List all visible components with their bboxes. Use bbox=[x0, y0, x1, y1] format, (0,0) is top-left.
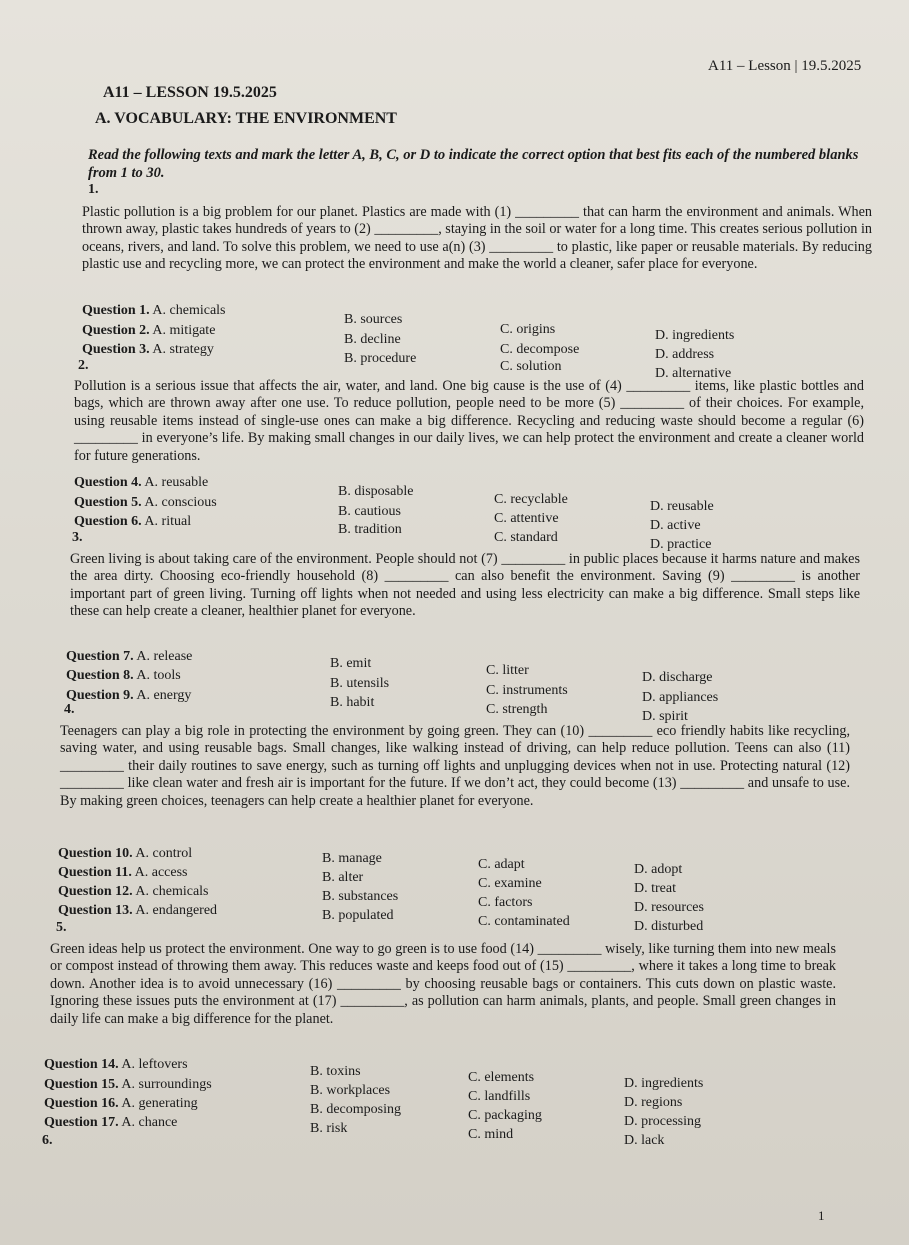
option-d[interactable]: D. ingredients bbox=[624, 1076, 704, 1091]
passage-text: Plastic pollution is a big problem for our planet. Plastics are made with (1) _________ that can harm the environment and animals. When thrown away, plastic takes hundreds of years to (2) _________, staying in the soil or water for a long time. This creates serious pollution in oceans, rivers, and land. To solve this problem, we need to use a(n) (3) _________ to plastic, like paper or reusable materials. By reducing plastic use and recycling more, we can protect the environment and make the world a cleaner, safer place for everyone. bbox=[82, 204, 872, 273]
page-title: A11 – LESSON 19.5.2025 bbox=[103, 84, 277, 101]
question-label: Question 2. bbox=[82, 323, 150, 338]
option-b[interactable]: B. substances bbox=[322, 889, 399, 904]
option-b[interactable]: B. procedure bbox=[344, 351, 417, 366]
option-c[interactable]: C. adapt bbox=[478, 857, 525, 872]
section-number: 6. bbox=[42, 1133, 53, 1148]
option-a[interactable]: A. chance bbox=[121, 1115, 178, 1130]
option-c[interactable]: C. elements bbox=[468, 1070, 535, 1085]
option-a[interactable]: A. control bbox=[135, 846, 193, 861]
option-c[interactable]: C. standard bbox=[494, 530, 558, 545]
question-label: Question 5. bbox=[74, 495, 142, 510]
header-lesson-label: A11 – Lesson | 19.5.2025 bbox=[708, 58, 862, 74]
option-c[interactable]: C. factors bbox=[478, 895, 533, 910]
option-a[interactable]: A. reusable bbox=[144, 475, 209, 490]
option-b[interactable]: B. toxins bbox=[310, 1064, 361, 1079]
option-d[interactable]: D. disturbed bbox=[634, 919, 704, 934]
question-label: Question 15. bbox=[44, 1077, 119, 1092]
option-c[interactable]: C. attentive bbox=[494, 511, 559, 526]
question-label: Question 3. bbox=[82, 342, 150, 357]
option-d[interactable]: D. address bbox=[655, 347, 715, 362]
option-b[interactable]: B. disposable bbox=[338, 484, 414, 499]
question-label: Question 16. bbox=[44, 1096, 119, 1111]
option-c[interactable]: C. instruments bbox=[486, 683, 568, 698]
option-d[interactable]: D. regions bbox=[624, 1095, 683, 1110]
passage-text: Green living is about taking care of the environment. People should not (7) _________ in public places because it harms nature and makes the area dirty. Choosing eco-friendly household (8) _________ can also benefit the environment. Saving (9) _________ is another important part of green living. Turning off lights when not needed and using less electricity can make a big difference. Small steps like these can help create a cleaner, healthier planet for everyone. bbox=[70, 551, 860, 620]
question-label: Question 9. bbox=[66, 688, 134, 703]
option-a[interactable]: A. endangered bbox=[135, 903, 218, 918]
passage-text: Teenagers can play a big role in protecting the environment by going green. They can (10) _________ eco friendly habits like recycling, saving water, and using reusable bags. Small changes, like walking instead of driving, can help reduce pollution. Teens can also (11) _________ their daily routines to save energy, such as turning off lights and unplugging devices when not in use. Protecting natural (12) _________ like clean water and fresh air is important for the future. If we don’t act, they could become (13) _________ and unsafe to use. By making green choices, teenagers can help create a healthier planet for everyone. bbox=[60, 723, 850, 809]
option-c[interactable]: C. packaging bbox=[468, 1108, 542, 1123]
question-label: Question 8. bbox=[66, 668, 134, 683]
question-label: Question 6. bbox=[74, 514, 142, 529]
option-b[interactable]: B. cautious bbox=[338, 504, 401, 519]
question-label: Question 1. bbox=[82, 303, 150, 318]
option-d[interactable]: D. adopt bbox=[634, 862, 683, 877]
option-a[interactable]: A. generating bbox=[121, 1096, 198, 1111]
option-c[interactable]: C. solution bbox=[500, 359, 562, 374]
option-b[interactable]: B. sources bbox=[344, 312, 403, 327]
option-c[interactable]: C. landfills bbox=[468, 1089, 531, 1104]
option-d[interactable]: D. alternative bbox=[655, 366, 732, 381]
option-c[interactable]: C. recyclable bbox=[494, 492, 568, 507]
instructions: Read the following texts and mark the letter A, B, C, or D to indicate the correct option that best fits each of the numbered blanks from 1 to 30. bbox=[88, 147, 859, 181]
option-b[interactable]: B. manage bbox=[322, 851, 382, 866]
option-a[interactable]: A. release bbox=[136, 649, 193, 664]
section-number: 3. bbox=[72, 530, 83, 545]
option-a[interactable]: A. ritual bbox=[144, 514, 192, 529]
option-d[interactable]: D. active bbox=[650, 518, 701, 533]
section-number: 5. bbox=[56, 920, 67, 935]
option-a[interactable]: A. mitigate bbox=[152, 323, 216, 338]
option-b[interactable]: B. tradition bbox=[338, 522, 402, 537]
option-d[interactable]: D. resources bbox=[634, 900, 704, 915]
option-a[interactable]: A. surroundings bbox=[121, 1077, 212, 1092]
option-a[interactable]: A. conscious bbox=[144, 495, 217, 510]
section-number: 1. bbox=[88, 182, 99, 197]
option-b[interactable]: B. decomposing bbox=[310, 1102, 401, 1117]
option-a[interactable]: A. chemicals bbox=[135, 884, 209, 899]
question-label: Question 14. bbox=[44, 1057, 119, 1072]
question-label: Question 13. bbox=[58, 903, 133, 918]
section-subtitle: A. VOCABULARY: THE ENVIRONMENT bbox=[95, 110, 397, 127]
option-c[interactable]: C. litter bbox=[486, 663, 529, 678]
passage-text: Green ideas help us protect the environment. One way to go green is to use food (14) _________ wisely, like turning them into new meals or compost instead of throwing them away. This reduces waste and keeps food out of (15) _________, where it takes a long time to break down. Another idea is to avoid unnecessary (16) _________ by choosing reusable bags or containers. This cuts down on plastic waste. Ignoring these issues puts the environment at (17) _________, as pollution can harm animals, plants, and people. Small green changes in daily life can make a big difference for the planet. bbox=[50, 941, 836, 1027]
option-d[interactable]: D. processing bbox=[624, 1114, 701, 1129]
section-number: 4. bbox=[64, 702, 75, 717]
option-b[interactable]: B. utensils bbox=[330, 676, 390, 691]
option-c[interactable]: C. mind bbox=[468, 1127, 514, 1142]
question-label: Question 7. bbox=[66, 649, 134, 664]
option-b[interactable]: B. risk bbox=[310, 1121, 348, 1136]
question-label: Question 10. bbox=[58, 846, 133, 861]
option-a[interactable]: A. chemicals bbox=[152, 303, 226, 318]
option-c[interactable]: C. origins bbox=[500, 322, 556, 337]
option-b[interactable]: B. workplaces bbox=[310, 1083, 391, 1098]
option-d[interactable]: D. spirit bbox=[642, 709, 688, 724]
option-b[interactable]: B. populated bbox=[322, 908, 394, 923]
option-d[interactable]: D. lack bbox=[624, 1133, 665, 1148]
option-d[interactable]: D. appliances bbox=[642, 690, 719, 705]
page-number: 1 bbox=[818, 1208, 825, 1223]
passage-text: Pollution is a serious issue that affects the air, water, and land. One big cause is the use of (4) _________ items, like plastic bottles and bags, which are thrown away after one use. To reduce pollution, people need to be more (5) _________ of their choices. For example, using reusable items instead of single-use ones can make a big difference. Recycling and reducing waste should become a regular (6) _________ in everyone’s life. By making small changes in our daily lives, we can help protect the environment and create a cleaner world for future generations. bbox=[74, 378, 864, 464]
option-d[interactable]: D. ingredients bbox=[655, 328, 735, 343]
option-d[interactable]: D. treat bbox=[634, 881, 676, 896]
option-c[interactable]: C. examine bbox=[478, 876, 542, 891]
option-c[interactable]: C. strength bbox=[486, 702, 548, 717]
option-b[interactable]: B. alter bbox=[322, 870, 364, 885]
option-a[interactable]: A. energy bbox=[136, 688, 192, 703]
question-label: Question 12. bbox=[58, 884, 133, 899]
option-a[interactable]: A. tools bbox=[136, 668, 181, 683]
option-b[interactable]: B. decline bbox=[344, 332, 401, 347]
question-label: Question 17. bbox=[44, 1115, 119, 1130]
option-a[interactable]: A. access bbox=[134, 865, 188, 880]
question-label: Question 4. bbox=[74, 475, 142, 490]
option-d[interactable]: D. practice bbox=[650, 537, 712, 552]
question-label: Question 11. bbox=[58, 865, 132, 880]
option-c[interactable]: C. decompose bbox=[500, 342, 580, 357]
option-c[interactable]: C. contaminated bbox=[478, 914, 570, 929]
option-b[interactable]: B. habit bbox=[330, 695, 375, 710]
option-d[interactable]: D. reusable bbox=[650, 499, 714, 514]
option-a[interactable]: A. strategy bbox=[152, 342, 214, 357]
section-number: 2. bbox=[78, 358, 89, 373]
option-d[interactable]: D. discharge bbox=[642, 670, 713, 685]
option-a[interactable]: A. leftovers bbox=[121, 1057, 188, 1072]
option-b[interactable]: B. emit bbox=[330, 656, 372, 671]
